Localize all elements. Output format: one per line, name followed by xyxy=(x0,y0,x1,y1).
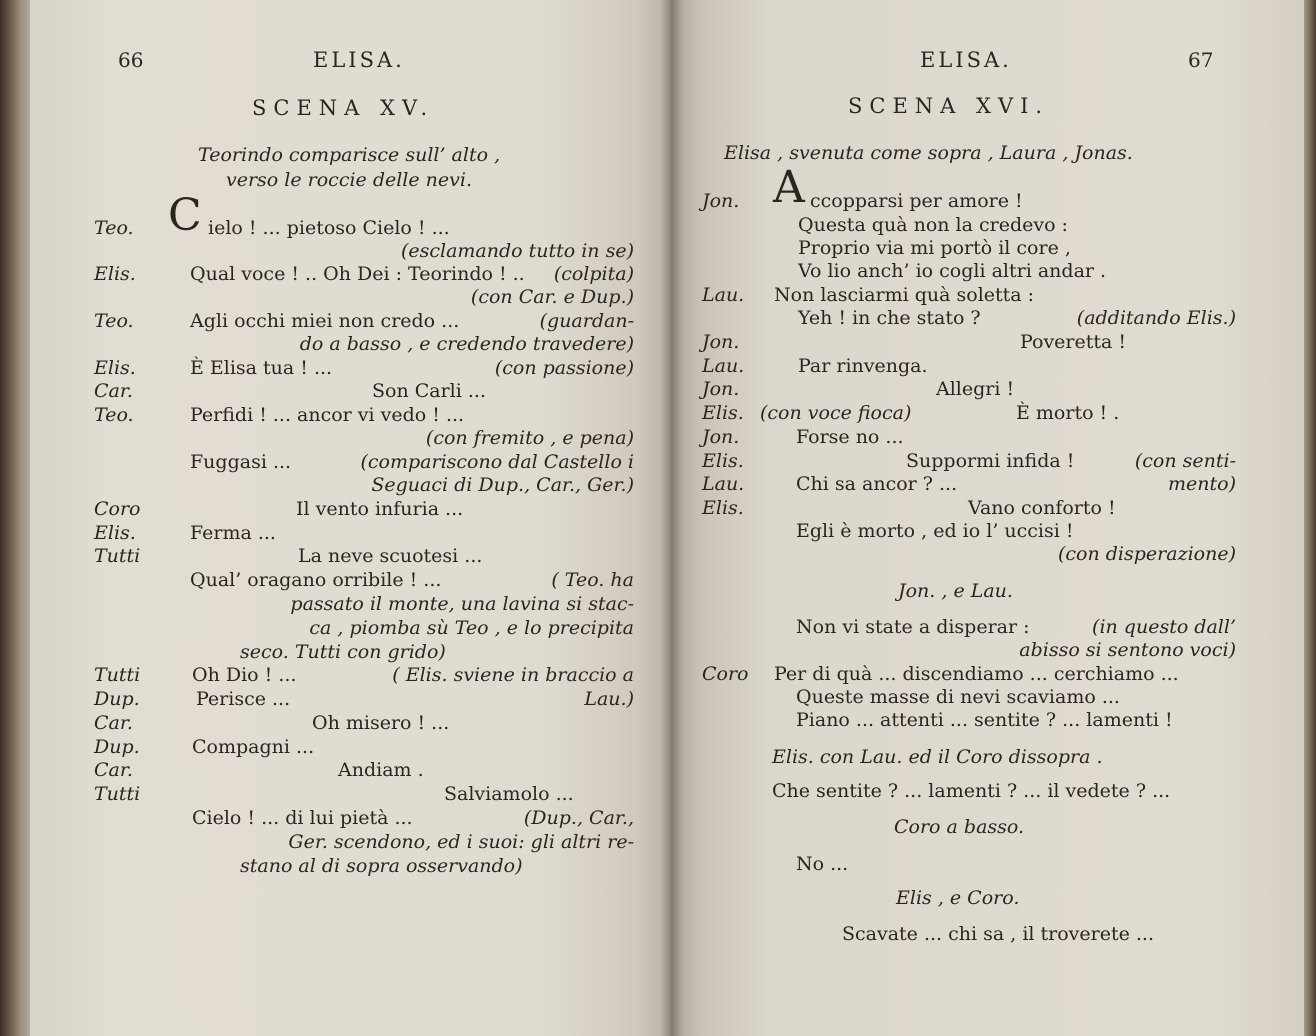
verse-text: Oh misero ! ... xyxy=(312,712,450,734)
running-head: ELISA. xyxy=(313,48,405,72)
stage-note: passato il monte, una lavina si stac- xyxy=(290,593,634,615)
verse-text: Par rinvenga. xyxy=(798,355,928,377)
verse-text: La neve scuotesi ... xyxy=(298,545,483,567)
speaker-label: Car. xyxy=(94,712,133,734)
stage-note: (in questo dall’ xyxy=(1092,616,1236,638)
left-page xyxy=(30,0,670,1036)
speaker-label: Jon. xyxy=(702,378,740,400)
verse-text: Che sentite ? ... lamenti ? ... il vedete ? ... xyxy=(772,780,1171,802)
verse-text: Piano ... attenti ... sentite ? ... lamenti ! xyxy=(796,709,1173,731)
verse-text: Allegri ! xyxy=(936,378,1015,400)
verse-text: Questa quà non la credevo : xyxy=(798,214,1068,236)
verse-text: Non lasciarmi quà soletta : xyxy=(774,284,1035,306)
verse-text: Queste masse di nevi scaviamo ... xyxy=(796,686,1120,708)
verse-text: ielo ! ... pietoso Cielo ! ... xyxy=(208,217,450,239)
sub-direction: Elis. con Lau. ed il Coro dissopra . xyxy=(772,746,1103,768)
stage-note: seco. Tutti con grido) xyxy=(240,641,446,663)
speaker-label: Elis. xyxy=(702,497,744,519)
stage-note: (esclamando tutto in se) xyxy=(400,240,634,262)
verse-text: Qual voce ! .. Oh Dei : Teorindo ! .. xyxy=(190,263,525,285)
speaker-label: Car. xyxy=(94,759,133,781)
stage-note: (compariscono dal Castello i xyxy=(360,451,634,473)
verse-text: ccopparsi per amore ! xyxy=(810,190,1023,212)
verse-text: Proprio via mi portò il core , xyxy=(798,237,1071,259)
scene-title: SCENA XVI. xyxy=(848,94,1050,118)
stage-note: (colpita) xyxy=(553,263,634,285)
verse-text: Perfidi ! ... ancor vi vedo ! ... xyxy=(190,404,465,426)
stage-note: (con fremito , e pena) xyxy=(425,427,634,449)
verse-text: Perisce ... xyxy=(196,688,291,710)
stage-note: (con passione) xyxy=(494,357,634,379)
speaker-label: Jon. xyxy=(702,190,740,212)
verse-text: Agli occhi miei non credo ... xyxy=(190,310,460,332)
stage-direction: Elisa , svenuta come sopra , Laura , Jonas. xyxy=(724,142,1133,164)
stage-note: ca , piomba sù Teo , e lo precipita xyxy=(309,617,634,639)
stage-direction-line: verso le roccie delle nevi. xyxy=(226,169,472,191)
page-number: 67 xyxy=(1188,48,1214,72)
verse-text: Fuggasi ... xyxy=(190,451,292,473)
verse-text: Ferma ... xyxy=(190,522,276,544)
verse-text: Egli è morto , ed io l’ uccisi ! xyxy=(796,520,1074,542)
scene-title: SCENA XV. xyxy=(252,96,435,120)
page-number: 66 xyxy=(118,48,144,72)
speaker-label: Elis. xyxy=(94,522,136,544)
drop-initial: A xyxy=(773,162,805,213)
speaker-label: Elis. xyxy=(702,450,744,472)
stage-note: (con disperazione) xyxy=(1058,543,1236,565)
stage-note: (guardan- xyxy=(539,310,634,332)
speaker-label: Elis. xyxy=(702,402,744,424)
book-gutter xyxy=(660,0,684,1036)
verse-text: È Elisa tua ! ... xyxy=(190,357,333,379)
sub-direction: Jon. , e Lau. xyxy=(898,580,1013,602)
verse-text: Yeh ! in che stato ? xyxy=(798,307,981,329)
speaker-label: Teo. xyxy=(94,217,134,239)
stage-note: ( Elis. sviene in braccio a xyxy=(392,664,634,686)
verse-text: Vano conforto ! xyxy=(968,497,1116,519)
speaker-label: Tutti xyxy=(94,664,141,686)
stage-note: mento) xyxy=(1168,473,1236,495)
verse-text: Forse no ... xyxy=(796,426,904,448)
verse-text: No ... xyxy=(796,853,849,875)
stage-note: do a basso , e credendo travedere) xyxy=(299,333,634,355)
verse-text: Vo lio anch’ io cogli altri andar . xyxy=(798,260,1107,282)
verse-text: Non vi state a disperar : xyxy=(796,616,1030,638)
drop-initial: C xyxy=(168,190,202,241)
stage-note: abisso si sentono voci) xyxy=(1019,639,1236,661)
stage-note: Ger. scendono, ed i suoi: gli altri re- xyxy=(288,831,634,853)
speaker-label: Teo. xyxy=(94,310,134,332)
right-page xyxy=(670,0,1304,1036)
verse-text: Scavate ... chi sa , il troverete ... xyxy=(842,923,1155,945)
speaker-label: Jon. xyxy=(702,426,740,448)
verse-text: Andiam . xyxy=(338,759,424,781)
verse-text: Oh Dio ! ... xyxy=(192,664,297,686)
speaker-label: Elis. xyxy=(94,357,136,379)
speaker-label: Teo. xyxy=(94,404,134,426)
speaker-label: Coro xyxy=(94,498,141,520)
speaker-label: Dup. xyxy=(94,736,140,758)
speaker-label: Lau. xyxy=(702,355,745,377)
verse-text: Poveretta ! xyxy=(1020,331,1127,353)
verse-text: Qual’ oragano orribile ! ... xyxy=(190,569,442,591)
book-edge-left xyxy=(0,0,34,1036)
sub-direction: Elis , e Coro. xyxy=(896,887,1020,909)
verse-text: Son Carli ... xyxy=(372,380,486,402)
speaker-label: Tutti xyxy=(94,783,141,805)
speaker-label: Coro xyxy=(702,663,749,685)
verse-text: Compagni ... xyxy=(192,736,315,758)
speaker-label: Tutti xyxy=(94,545,141,567)
speaker-label: Lau. xyxy=(702,284,745,306)
running-head: ELISA. xyxy=(920,48,1012,72)
stage-note: ( Teo. ha xyxy=(551,569,634,591)
stage-note: (additando Elis.) xyxy=(1076,307,1236,329)
stage-note: (con senti- xyxy=(1134,450,1236,472)
verse-text: Chi sa ancor ? ... xyxy=(796,473,958,495)
speaker-label: Lau. xyxy=(702,473,745,495)
verse-text: Salviamolo ... xyxy=(444,783,574,805)
speaker-label: Elis. xyxy=(94,263,136,285)
speaker-label: Car. xyxy=(94,380,133,402)
verse-text: Cielo ! ... di lui pietà ... xyxy=(192,807,413,829)
speaker-label: Dup. xyxy=(94,688,140,710)
book-edge-right xyxy=(1302,0,1316,1036)
stage-note: Seguaci di Dup., Car., Ger.) xyxy=(371,474,634,496)
stage-note: (con Car. e Dup.) xyxy=(470,286,634,308)
verse-text: Suppormi infida ! xyxy=(906,450,1075,472)
sub-direction: Coro a basso. xyxy=(894,816,1025,838)
speaker-label: Jon. xyxy=(702,331,740,353)
verse-text: Per di quà ... discendiamo ... cerchiamo ... xyxy=(774,663,1179,685)
stage-note: stano al di sopra osservando) xyxy=(240,855,523,877)
stage-note: Lau.) xyxy=(584,688,634,710)
verse-text: Il vento infuria ... xyxy=(296,498,464,520)
stage-note: (con voce fioca) xyxy=(760,402,912,424)
verse-text: È morto ! . xyxy=(1016,402,1120,424)
stage-direction-line: Teorindo comparisce sull’ alto , xyxy=(198,144,501,166)
stage-note: (Dup., Car., xyxy=(523,807,634,829)
